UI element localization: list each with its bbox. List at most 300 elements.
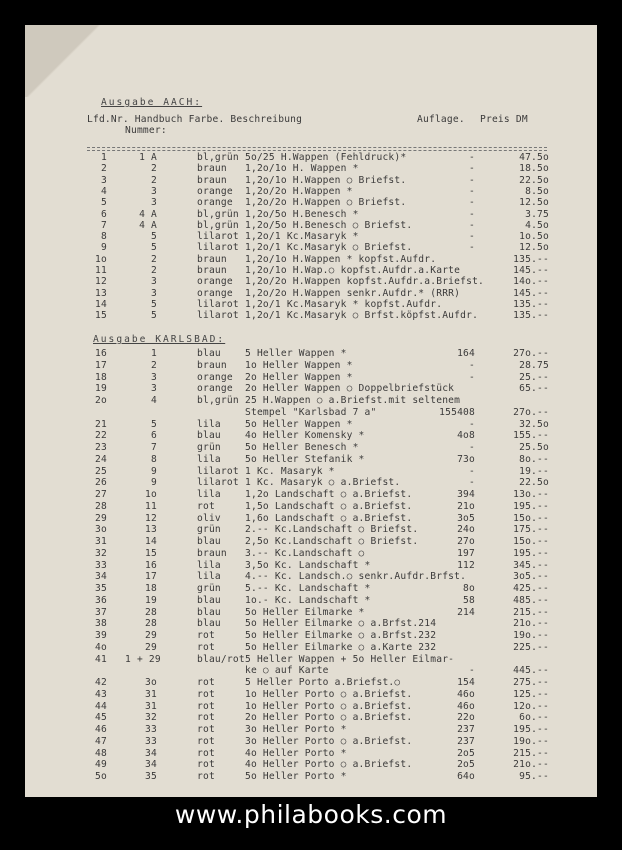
description: 4o Heller Komensky * [245, 430, 365, 442]
row-number: 4 [101, 185, 107, 197]
price: 13o.-- [513, 489, 549, 500]
price: 19o.-- [513, 735, 549, 747]
color: lilarot [197, 298, 239, 310]
color: orange [197, 371, 233, 383]
row-number: 43 [95, 688, 107, 700]
description: 1,2o/2o H.Wappen kopfst.Aufdr.a.Briefst. [245, 276, 485, 288]
row-number: 26 [95, 477, 107, 489]
price: 225.-- [513, 641, 549, 653]
edition: 2o5 [457, 747, 475, 759]
price: 4.5o [525, 219, 549, 231]
row-number: 5o [95, 771, 107, 782]
handbook-number: 19 [145, 594, 157, 606]
handbook-number: 5 [151, 242, 157, 254]
price: 485.-- [513, 594, 549, 606]
price: 8.5o [525, 185, 549, 197]
handbook-number: 4 [151, 395, 157, 406]
handbook-number: 2 [151, 174, 157, 186]
color: braun [197, 174, 227, 186]
edition: - [469, 665, 475, 677]
row-number: 9 [101, 242, 107, 254]
description: 3,5o Kc. Landschaft * [245, 559, 371, 571]
color: lila [197, 571, 221, 583]
price: 155.-- [513, 430, 549, 442]
edition: - [469, 197, 475, 209]
handbook-number: 7 [151, 442, 157, 453]
description: 4.-- Kc. Landsch.○ senkr.Aufdr.Brfst. [245, 571, 467, 583]
description: 1,2o/1 Kc.Masaryk * kopfst.Aufdr. [245, 298, 443, 310]
color: blau [197, 430, 221, 442]
row-number: 29 [95, 512, 107, 524]
description: ke ○ auf Karte [245, 665, 329, 677]
edition: 46o [457, 700, 475, 712]
color: rot [197, 759, 215, 771]
description: 1,2o/1 Kc.Masaryk * [245, 231, 359, 243]
color: rot [197, 677, 215, 688]
row-number: 15 [95, 310, 107, 322]
handbook-number: 5 [151, 231, 157, 243]
color: lilarot [197, 231, 239, 243]
price: 125.-- [513, 688, 549, 700]
description: 5 Heller Wappen * [245, 348, 347, 359]
description: 2,5o Kc.Landschaft ○ Briefst. [245, 536, 419, 547]
color: braun [197, 359, 227, 371]
color: blau [197, 594, 221, 606]
price: 6o.-- [519, 712, 549, 724]
edition: - [469, 185, 475, 197]
color: lila [197, 453, 221, 465]
description: 5o Heller Eilmarke ○ a.Brfst.232 [245, 630, 437, 641]
handbook-number: 2 [151, 359, 157, 371]
row-number: 14 [95, 298, 107, 310]
edition: - [469, 371, 475, 383]
handbook-number: 13 [145, 524, 157, 536]
description: 4o Heller Porto ○ a.Briefst. [245, 759, 413, 771]
price: 275.-- [513, 677, 549, 688]
description: 1,6o Landschaft ○ a.Briefst. [245, 512, 413, 524]
color: braun [197, 547, 227, 559]
price: 145.-- [513, 265, 549, 276]
divider [87, 150, 547, 151]
description: 1,2o Landschaft ○ a.Briefst. [245, 489, 413, 500]
description: 5o Heller Eilmarke * [245, 606, 365, 618]
color: braun [197, 265, 227, 276]
price: 215.-- [513, 606, 549, 618]
description: Stempel "Karlsbad 7 a" [245, 406, 377, 418]
price: 145.-- [513, 287, 549, 299]
color: braun [197, 253, 227, 265]
edition: 4o8 [457, 430, 475, 442]
row-number: 11 [95, 265, 107, 276]
description: 5o Heller Porto * [245, 771, 347, 782]
color: rot [197, 747, 215, 759]
edition: - [469, 163, 475, 175]
edition: 237 [457, 724, 475, 735]
description: 3o Heller Porto ○ a.Briefst. [245, 735, 413, 747]
row-number: 1 [101, 152, 107, 163]
color: blau/rot [197, 653, 245, 665]
color: rot [197, 735, 215, 747]
edition: - [469, 418, 475, 430]
description: 5o Heller Stefanik * [245, 453, 365, 465]
price: 15o.-- [513, 536, 549, 547]
edition: 46o [457, 688, 475, 700]
description: 1,2o/1o H. Wappen * [245, 163, 359, 175]
edition: 197 [457, 547, 475, 559]
price: 27o.-- [513, 348, 549, 359]
color: lilarot [197, 477, 239, 489]
handbook-number: 5 [151, 298, 157, 310]
handbook-number: 17 [145, 571, 157, 583]
edition: - [469, 231, 475, 243]
row-number: 8 [101, 231, 107, 243]
description: 1o Heller Porto ○ a.Briefst. [245, 700, 413, 712]
divider [87, 147, 547, 148]
row-number: 2o [95, 395, 107, 406]
handbook-number: 29 [145, 641, 157, 653]
color: blau [197, 536, 221, 547]
description: 1o.- Kc. Landschaft * [245, 594, 371, 606]
edition: - [469, 174, 475, 186]
edition: 214 [457, 606, 475, 618]
color: orange [197, 197, 233, 209]
row-number: 18 [95, 371, 107, 383]
handbook-number: 18 [145, 583, 157, 594]
price: 345.-- [513, 559, 549, 571]
handbook-number: 8 [151, 453, 157, 465]
price: 21o.-- [513, 759, 549, 771]
price: 28.75 [519, 359, 549, 371]
description: 1,2o/2o H.Wappen * [245, 185, 353, 197]
edition: 21o [457, 500, 475, 512]
edition: - [469, 152, 475, 163]
color: lilarot [197, 310, 239, 322]
edition: 64o [457, 771, 475, 782]
color: rot [197, 641, 215, 653]
color: bl,grün [197, 395, 239, 406]
price: 195.-- [513, 724, 549, 735]
edition: - [469, 442, 475, 453]
color: grün [197, 524, 221, 536]
handbook-number: 4 A [139, 219, 157, 231]
row-number: 3 [101, 174, 107, 186]
price: 135.-- [513, 298, 549, 310]
color: bl,grün [197, 152, 239, 163]
handbook-number: 1 + 29 [125, 653, 161, 665]
description: 1,2o/1 Kc.Masaryk ○ Brfst.köpfst.Aufdr. [245, 310, 479, 322]
color: rot [197, 724, 215, 735]
color: lila [197, 489, 221, 500]
row-number: 32 [95, 547, 107, 559]
edition: 394 [457, 489, 475, 500]
description: 1,2o/5o H.Benesch ○ Briefst. [245, 219, 413, 231]
color: oliv [197, 512, 221, 524]
row-number: 35 [95, 583, 107, 594]
price: 175.-- [513, 524, 549, 536]
price: 12.5o [519, 242, 549, 254]
row-number: 22 [95, 430, 107, 442]
handbook-number: 3 [151, 185, 157, 197]
price: 19o.-- [513, 630, 549, 641]
handbook-number: 4 A [139, 208, 157, 220]
edition: 3o5 [457, 512, 475, 524]
description: 2.-- Kc.Landschaft ○ Briefst. [245, 524, 419, 536]
row-number: 49 [95, 759, 107, 771]
row-number: 36 [95, 594, 107, 606]
handbook-number: 2 [151, 265, 157, 276]
price: 195.-- [513, 500, 549, 512]
price: 15o.-- [513, 512, 549, 524]
color: lila [197, 418, 221, 430]
price: 1o.5o [519, 231, 549, 243]
description: 2o Heller Porto ○ a.Briefst. [245, 712, 413, 724]
handbook-number: 34 [145, 747, 157, 759]
price: 8o.-- [519, 453, 549, 465]
row-number: 12 [95, 276, 107, 288]
handbook-number: 35 [145, 771, 157, 782]
handbook-number: 32 [145, 712, 157, 724]
handbook-number: 9 [151, 465, 157, 477]
handbook-number: 15 [145, 547, 157, 559]
price: 25.5o [519, 442, 549, 453]
description: 2o Heller Wappen ○ Doppelbriefstück [245, 383, 455, 395]
price: 3.75 [525, 208, 549, 220]
description: 1,2o/1 Kc.Masaryk ○ Briefst. [245, 242, 413, 254]
edition: - [469, 242, 475, 254]
description: 5.-- Kc. Landschaft * [245, 583, 371, 594]
color: rot [197, 630, 215, 641]
row-number: 38 [95, 618, 107, 630]
row-number: 4o [95, 641, 107, 653]
handbook-number: 5 [151, 310, 157, 322]
edition: - [469, 359, 475, 371]
row-number: 47 [95, 735, 107, 747]
edition: 112 [457, 559, 475, 571]
row-number: 21 [95, 418, 107, 430]
price: 32.5o [519, 418, 549, 430]
row-number: 23 [95, 442, 107, 453]
row-number: 31 [95, 536, 107, 547]
color: grün [197, 442, 221, 453]
handbook-number: 1 A [139, 152, 157, 163]
description: 5 Heller Porto a.Briefst.○ [245, 677, 401, 688]
edition: 22o [457, 712, 475, 724]
handbook-number: 3o [145, 677, 157, 688]
handbook-number: 11 [145, 500, 157, 512]
row-number: 25 [95, 465, 107, 477]
description: 2o Heller Wappen * [245, 371, 353, 383]
price: 135.-- [513, 253, 549, 265]
price: 3o5.-- [513, 571, 549, 583]
description: 5 Heller Wappen + 5o Heller Eilmar- [245, 653, 455, 665]
price: 65.-- [519, 383, 549, 395]
description: 1 Kc. Masaryk ○ a.Briefst. [245, 477, 401, 489]
edition: 164 [457, 348, 475, 359]
row-number: 33 [95, 559, 107, 571]
row-number: 37 [95, 606, 107, 618]
row-number: 48 [95, 747, 107, 759]
description: 1,2o/2o H.Wappen senkr.Aufdr.* (RRR) [245, 287, 461, 299]
handbook-number: 3 [151, 383, 157, 395]
price: 19.-- [519, 465, 549, 477]
handbook-number: 2 [151, 163, 157, 175]
description: 5o Heller Wappen * [245, 418, 353, 430]
row-number: 46 [95, 724, 107, 735]
folded-corner [25, 25, 105, 97]
description: 25 H.Wappen ○ a.Briefst.mit seltenem [245, 395, 461, 406]
section-title-karlsbad: Ausgabe KARLSBAD: [93, 334, 226, 345]
handbook-number: 1o [145, 489, 157, 500]
description: 1o Heller Porto ○ a.Briefst. [245, 688, 413, 700]
handbook-number: 5 [151, 418, 157, 430]
description: 5o/25 H.Wappen (Fehldruck)* [245, 152, 407, 163]
color: blau [197, 606, 221, 618]
price: 215.-- [513, 747, 549, 759]
description: 1,2o/5o H.Benesch * [245, 208, 359, 220]
handbook-number: 2 [151, 253, 157, 265]
handbook-number: 29 [145, 630, 157, 641]
section-title-aach: Ausgabe AACH: [101, 97, 203, 108]
row-number: 24 [95, 453, 107, 465]
description: 3o Heller Porto * [245, 724, 347, 735]
price: 135.-- [513, 310, 549, 322]
price: 14o.-- [513, 276, 549, 288]
description: 3.-- Kc.Landschaft ○ [245, 547, 365, 559]
color: rot [197, 771, 215, 782]
edition: 8o [463, 583, 475, 594]
header-auflage: Auflage. [417, 114, 465, 125]
price: 47.5o [519, 152, 549, 163]
row-number: 34 [95, 571, 107, 583]
handbook-number: 1 [151, 348, 157, 359]
handbook-number: 33 [145, 735, 157, 747]
row-number: 17 [95, 359, 107, 371]
color: orange [197, 287, 233, 299]
row-number: 2 [101, 163, 107, 175]
handbook-number: 34 [145, 759, 157, 771]
color: rot [197, 688, 215, 700]
color: bl,grün [197, 219, 239, 231]
handbook-number: 9 [151, 477, 157, 489]
edition: 237 [457, 735, 475, 747]
row-number: 6 [101, 208, 107, 220]
color: lilarot [197, 242, 239, 254]
description: 4o Heller Porto * [245, 747, 347, 759]
header-preis: Preis DM [480, 114, 528, 125]
color: blau [197, 348, 221, 359]
description: 1,2o/2o H.Wappen ○ Briefst. [245, 197, 407, 209]
edition: - [469, 477, 475, 489]
row-number: 16 [95, 348, 107, 359]
handbook-number: 31 [145, 700, 157, 712]
row-number: 13 [95, 287, 107, 299]
edition: 155408 [439, 406, 475, 418]
edition: - [469, 219, 475, 231]
description: 1,5o Landschaft ○ a.Briefst. [245, 500, 413, 512]
description: 1,2o/1o H.Wap.○ kopfst.Aufdr.a.Karte [245, 265, 461, 276]
color: rot [197, 700, 215, 712]
handbook-number: 3 [151, 371, 157, 383]
price: 95.-- [519, 771, 549, 782]
edition: 24o [457, 524, 475, 536]
handbook-number: 16 [145, 559, 157, 571]
row-number: 28 [95, 500, 107, 512]
price: 12.5o [519, 197, 549, 209]
edition: 154 [457, 677, 475, 688]
color: blau [197, 618, 221, 630]
handbook-number: 3 [151, 287, 157, 299]
header-nummer: Nummer: [125, 125, 167, 136]
color: rot [197, 712, 215, 724]
color: orange [197, 276, 233, 288]
description: 1o Heller Wappen * [245, 359, 353, 371]
edition: 27o [457, 536, 475, 547]
color: braun [197, 163, 227, 175]
handbook-number: 14 [145, 536, 157, 547]
price: 22.5o [519, 477, 549, 489]
row-number: 7 [101, 219, 107, 231]
description: 5o Heller Eilmarke ○ a.Karte 232 [245, 641, 437, 653]
row-number: 3o [95, 524, 107, 536]
row-number: 27 [95, 489, 107, 500]
price: 21o.-- [513, 618, 549, 630]
row-number: 45 [95, 712, 107, 724]
edition: - [469, 208, 475, 220]
footer-url[interactable]: www.philabooks.com [174, 800, 448, 829]
color: lila [197, 559, 221, 571]
price: 12o.-- [513, 700, 549, 712]
color: orange [197, 185, 233, 197]
handbook-number: 6 [151, 430, 157, 442]
description: 5o Heller Eilmarke ○ a.Brfst.214 [245, 618, 437, 630]
edition: 73o [457, 453, 475, 465]
handbook-number: 12 [145, 512, 157, 524]
handbook-number: 3 [151, 197, 157, 209]
column-headers: Lfd.Nr. Handbuch Farbe. Beschreibung [87, 114, 303, 125]
description: 1,2o/1o H.Wappen ○ Briefst. [245, 174, 407, 186]
price: 195.-- [513, 547, 549, 559]
row-number: 44 [95, 700, 107, 712]
handbook-number: 3 [151, 276, 157, 288]
color: bl,grün [197, 208, 239, 220]
edition: 2o5 [457, 759, 475, 771]
price: 425.-- [513, 583, 549, 594]
handbook-number: 31 [145, 688, 157, 700]
color: lilarot [197, 465, 239, 477]
price: 27o.-- [513, 406, 549, 418]
color: grün [197, 583, 221, 594]
description: 5o Heller Benesch * [245, 442, 359, 453]
document-page [25, 25, 597, 797]
edition: - [469, 465, 475, 477]
edition: 58 [463, 594, 475, 606]
price: 22.5o [519, 174, 549, 186]
row-number: 5 [101, 197, 107, 209]
price: 445.-- [513, 665, 549, 677]
handbook-number: 28 [145, 618, 157, 630]
row-number: 39 [95, 630, 107, 641]
handbook-number: 33 [145, 724, 157, 735]
row-number: 41 [95, 653, 107, 665]
description: 1,2o/1o H.Wappen * kopfst.Aufdr. [245, 253, 437, 265]
row-number: 42 [95, 677, 107, 688]
row-number: 1o [95, 253, 107, 265]
color: orange [197, 383, 233, 395]
handbook-number: 28 [145, 606, 157, 618]
description: 1 Kc. Masaryk * [245, 465, 335, 477]
row-number: 19 [95, 383, 107, 395]
color: rot [197, 500, 215, 512]
